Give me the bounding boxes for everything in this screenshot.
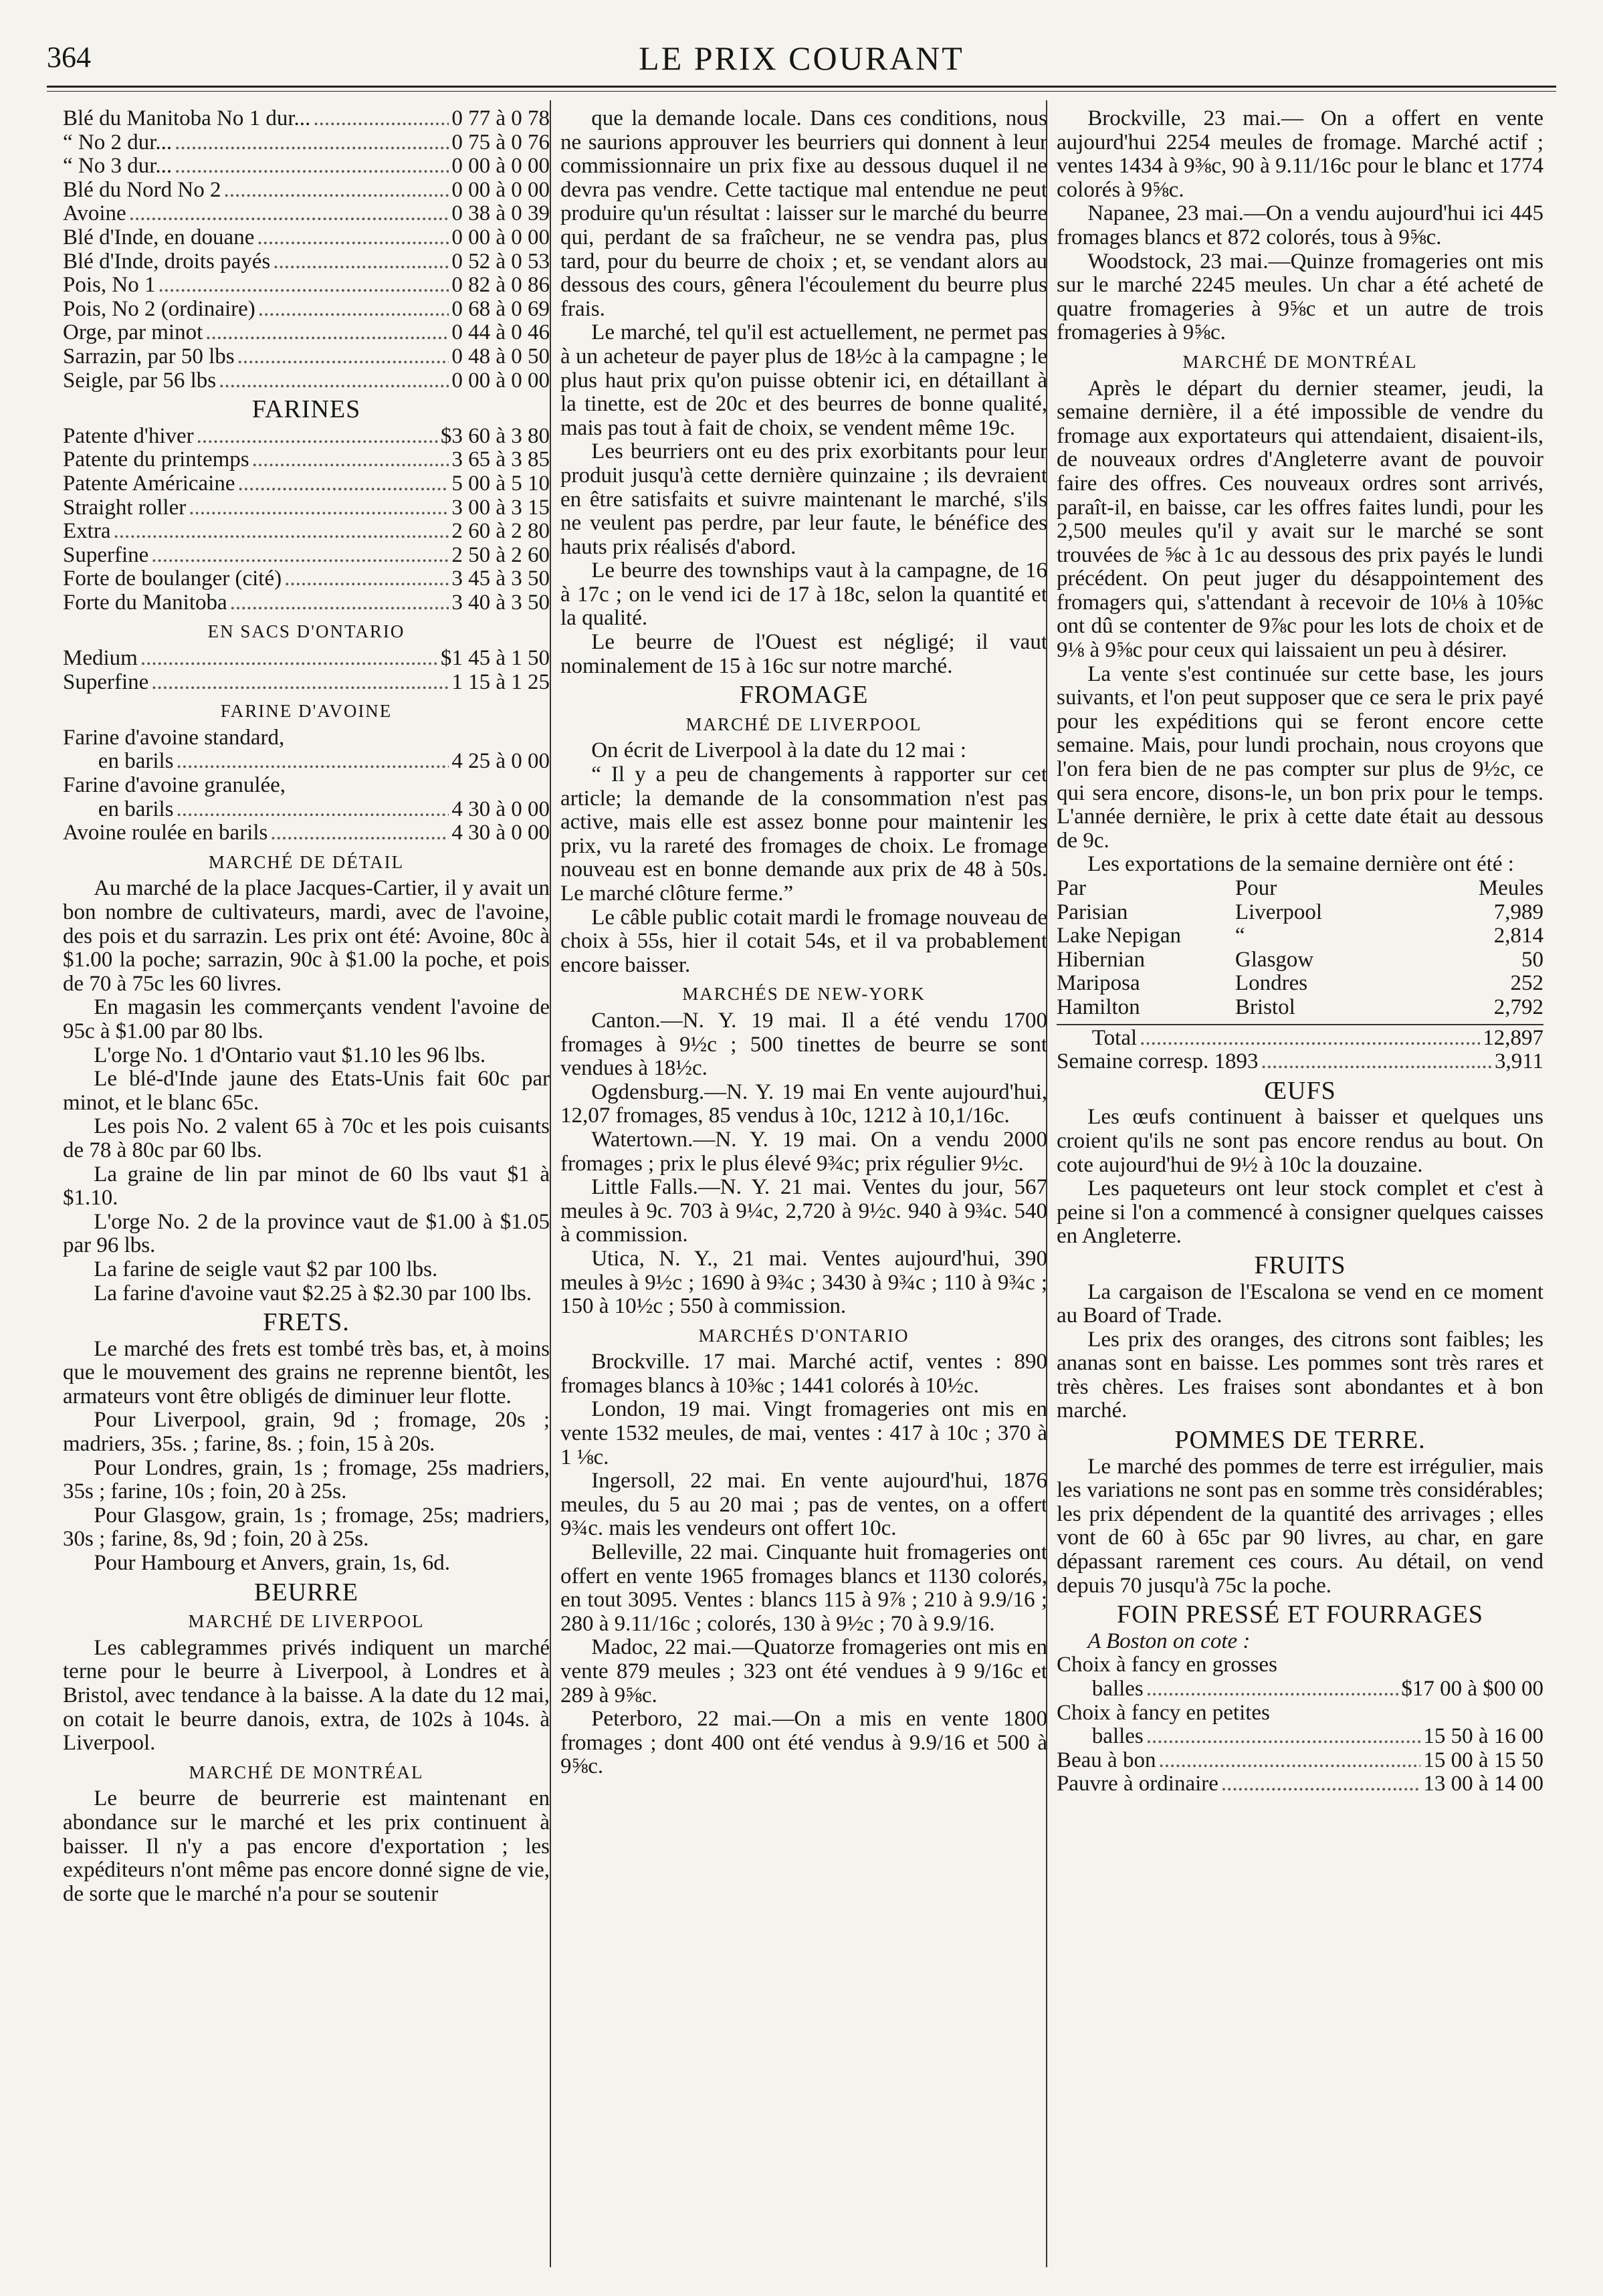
price-label: Avoine roulée en barils (63, 821, 268, 845)
price-row (63, 298, 550, 322)
price-label: Seigle, par 56 lbs (63, 368, 217, 393)
price-value: 3 40 à 3 50 (451, 590, 550, 615)
paragraph: Ogdensburg.—N. Y. 19 mai En vente aujourd'hui, 12,07 fromages, 85 vendus à 10c, 1212 à 10,1/16c. (560, 1079, 1047, 1128)
detail-text (63, 877, 550, 1306)
paragraph: Le câble public cotait mardi le fromage nouveau de choix à 55s, hier il cotait 54s, et il va probablement encore baisser. (560, 905, 1047, 977)
price-value: 0 00 à 0 00 (451, 368, 550, 393)
price-label: Superfine (63, 542, 149, 567)
column-header: Meules (1478, 876, 1543, 900)
foin-price-list-more (1057, 1749, 1543, 1796)
exports-row (1057, 996, 1543, 1020)
subsection-title: MARCHÉS DE NEW-YORK (682, 984, 926, 1005)
price-row (1057, 1772, 1543, 1796)
leader-dots (151, 671, 449, 695)
price-row (63, 544, 550, 568)
price-label: Patente Américaine (63, 471, 235, 496)
paragraph: En magasin les commerçants vendent l'avoine de 95c à $1.00 par 80 lbs. (63, 995, 550, 1043)
price-row (63, 520, 550, 544)
price-value: 0 44 à 0 46 (451, 320, 550, 345)
page-title: LE PRIX COURANT (639, 39, 964, 77)
leader-dots (205, 321, 449, 345)
foin-subtitle: A Boston on cote : (1087, 1629, 1251, 1653)
subsection-title: MARCHÉ DE MONTRÉAL (1182, 351, 1418, 372)
price-label-line: Choix à fancy en grosses (1057, 1653, 1277, 1677)
leader-dots (140, 647, 438, 671)
price-label: Superfine (63, 669, 149, 694)
exports-cell: 252 (1510, 971, 1543, 996)
price-value: 0 00 à 0 00 (451, 154, 550, 179)
price-row (1057, 1749, 1543, 1773)
section-title-oeufs: ŒUFS (1264, 1076, 1336, 1105)
price-label: en barils (98, 797, 174, 821)
leader-dots (1261, 1050, 1492, 1074)
liverpool-cheese-text (560, 739, 1047, 977)
exports-cell: Bristol (1235, 995, 1295, 1019)
price-label: “ No 2 dur... (63, 130, 173, 154)
paragraph: Le beurre de beurrerie est maintenant en abondance sur le marché et les prix continuent à baisser. Il n'y a pas encore d'exportation ; les expéditeurs n'ont même pas encore donné signe de vie, de sorte que le marché n'a pour se soutenir (63, 1786, 550, 1906)
exports-cell: Parisian (1057, 900, 1128, 924)
price-row (63, 345, 550, 369)
paragraph: “ Il y a peu de changements à rapporter sur cet article; la demande de la consommation n'est pas active, mais elle est assez bonne pour maintenir les prix, vu la rareté des fromages de choix. Le fromage nouveau est en bonne demande aux prix de 48 à 50s. Le marché clôture ferme.” (560, 762, 1047, 906)
price-label: Forte du Manitoba (63, 590, 227, 615)
price-row (1057, 1725, 1543, 1749)
price-row (63, 154, 550, 179)
new-york-markets-text (560, 1009, 1047, 1319)
price-value: 0 75 à 0 76 (451, 130, 550, 154)
paragraph: Les exportations de la semaine dernière ont été : (1087, 852, 1514, 877)
total-value: 12,897 (1483, 1025, 1543, 1050)
paragraph: Après le départ du dernier steamer, jeudi, la semaine dernière, il a été impossible de vendre du fromage aux exportateurs qui attendaient, disaient-ils, de nouveaux ordres d'Angleterre avant de pouvoir faire des offres. Ces nouveaux ordres sont arrivés, paraît-il, en baisse, car les offres faites lundi, pour les 2,500 meules qu'il y avait sur le marché se sont trouvées de ⅝c à 1c au dessous des prix payés le lundi précédent. On peut juger du désappointement des fromagers qui, s'attendant à recevoir de 10⅛ à 10⅝c ont dû se contenter de 9⅞c pour les lots de choix et de 9⅛ à 9⅝c pour ceux qui laissaient un peu à désirer. (1057, 376, 1543, 663)
section-title-avoine: FARINE D'AVOINE (220, 701, 393, 722)
paragraph: Ingersoll, 22 mai. En vente aujourd'hui, 1876 meules, du 5 au 20 mai ; pas de ventes, on a offert 9¾c. mais les vendeurs ont offert 10c. (560, 1469, 1047, 1541)
price-row (63, 472, 550, 496)
price-value: 15 50 à 16 00 (1423, 1724, 1543, 1749)
leader-dots (129, 202, 449, 226)
leader-dots (1146, 1725, 1421, 1749)
exports-cell: 2,792 (1493, 995, 1543, 1019)
column-divider (550, 100, 551, 2267)
header-rule (47, 86, 1556, 88)
column-2 (560, 107, 1047, 1779)
leader-dots (113, 520, 449, 544)
section-title-sacs: EN SACS D'ONTARIO (207, 621, 405, 642)
column-3 (1057, 107, 1543, 1796)
paragraph: On écrit de Liverpool à la date du 12 mai : (591, 738, 966, 763)
exports-row (1057, 924, 1543, 948)
paragraph: Au marché de la place Jacques-Cartier, il y avait un bon nombre de cultivateurs, mardi, avec de l'avoine, des pois et du sarrazin. Les prix ont été: Avoine, 80c à $1.00 la poche; sarrazin, 90c à $1.00 la poche, et pois de 70 à 75c les 60 livres. (63, 876, 550, 996)
price-value: $3 60 à 3 80 (440, 423, 550, 448)
price-row (1057, 1677, 1543, 1701)
leader-dots (175, 154, 449, 179)
subsection-title: MARCHÉ DE MONTRÉAL (189, 1762, 424, 1782)
paragraph: Belleville, 22 mai. Cinquante huit fromageries ont offert en vente 1965 fromages blancs et 1130 colorés, en tout 3095. Ventes : blancs 115 à 9⅞ ; 210 à 9.9/16 ; 280 à 9.11/16c ; colorés, 130 à 9½c ; 70 à 9.9/16. (560, 1540, 1047, 1636)
price-label-line: Farine d'avoine standard, (63, 725, 285, 750)
paragraph: Peterboro, 22 mai.—On a mis en vente 1800 fromages ; dont 400 ont été vendus à 9.9/16 et 500 à 9⅝c. (560, 1707, 1047, 1779)
price-row (63, 425, 550, 449)
price-value: 4 25 à 0 00 (451, 749, 550, 774)
total-label: Total (1091, 1025, 1138, 1050)
paragraph: La vente s'est continuée sur cette base, les jours suivants, et l'on peut supposer que ce sera le prix payé pour les expéditions qui se feront encore cette semaine. Mais, pour lundi prochain, nous croyons que l'on fera bien de ne pas compter sur plus de 9½c, ce qui sera encore, disons-le, un bon prix pour le temps. L'année dernière, le prix à cette date était au dessous de 9c. (1057, 661, 1543, 853)
price-label: Blé du Manitoba No 1 dur... (63, 106, 311, 130)
price-label: Blé d'Inde, en douane (63, 225, 255, 249)
price-row (63, 369, 550, 393)
beurre-continued-text (560, 107, 1047, 678)
leader-dots (313, 107, 449, 131)
price-value: 0 52 à 0 53 (451, 249, 550, 274)
price-row (63, 202, 550, 226)
price-label: Blé d'Inde, droits payés (63, 249, 271, 274)
foin-price-list (1057, 1653, 1543, 1748)
subsection-title: MARCHÉS D'ONTARIO (698, 1325, 910, 1346)
ontario-markets-continued (1057, 107, 1543, 345)
price-value: $1 45 à 1 50 (440, 646, 550, 671)
price-value: 0 82 à 0 86 (451, 273, 550, 298)
section-title-frets: FRETS. (263, 1308, 350, 1337)
leader-dots (177, 798, 449, 822)
column-header: Par (1057, 876, 1086, 900)
price-row (63, 647, 550, 671)
exports-cell: 2,814 (1493, 924, 1543, 948)
price-value: 0 68 à 0 69 (451, 296, 550, 321)
leader-dots (223, 179, 449, 203)
price-value: 5 00 à 5 10 (451, 471, 550, 496)
previous-value: 3,911 (1494, 1049, 1543, 1074)
leader-dots (270, 821, 449, 845)
fruits-text (1057, 1281, 1543, 1424)
price-row (63, 274, 550, 298)
section-title-fromage: FROMAGE (739, 681, 869, 710)
exports-previous-row (1057, 1050, 1543, 1074)
paragraph: Brockville, 23 mai.— On a offert en vente aujourd'hui 2254 meules de fromage. Marché actif ; ventes 1434 à 9⅜c, 90 à 9.11/16c pour le blanc et 1774 colorés à 9⅝c. (1057, 106, 1543, 202)
exports-cell: Londres (1235, 971, 1308, 996)
paragraph: Le beurre de l'Ouest est négligé; il vaut nominalement de 15 à 16c sur notre marché. (560, 630, 1047, 678)
price-label: balles (1091, 1724, 1144, 1749)
leader-dots (237, 345, 449, 369)
price-row (63, 321, 550, 345)
paragraph: Pour Hambourg et Anvers, grain, 1s, 6d. (94, 1551, 451, 1576)
price-label: Patente du printemps (63, 447, 249, 472)
paragraph: La farine de seigle vaut $2 par 100 lbs. (94, 1257, 438, 1281)
paragraph: Woodstock, 23 mai.—Quinze fromageries ont mis sur le marché 2245 meules. Un char a été acheté de quatre fromageries à 9⅝c et un autre de trois fromageries à 9⅝c. (1057, 249, 1543, 345)
paragraph: Le marché, tel qu'il est actuellement, ne permet pas à un acheteur de payer plus de 18½c à la campagne ; le plus haut prix qu'on puisse obtenir ici, en détaillant à la tinette, est de 20c et des beurres de bonne qualité, mais pas tout à fait de choix, se vendent même 19c. (560, 320, 1047, 440)
price-row (63, 798, 550, 822)
section-title-pommes: POMMES DE TERRE. (1174, 1426, 1426, 1455)
paragraph: Canton.—N. Y. 19 mai. Il a été vendu 1700 fromages à 9½c ; 500 tinettes de beurre se sont vendues à 18½c. (560, 1008, 1047, 1081)
price-value: 2 50 à 2 60 (451, 542, 550, 567)
paragraph: Napanee, 23 mai.—On a vendu aujourd'hui ici 445 fromages blancs et 872 colorés, tous à 9⅝c. (1057, 201, 1543, 249)
exports-cell: Hibernian (1057, 947, 1145, 972)
exports-total-row (1057, 1024, 1543, 1051)
exports-row (1057, 972, 1543, 996)
price-value: 3 45 à 3 50 (451, 566, 550, 591)
price-label: Pauvre à ordinaire (1057, 1772, 1218, 1796)
avoine-price-list (63, 726, 550, 821)
header-rule-thin (47, 91, 1556, 92)
paragraph: Pour Londres, grain, 1s ; fromage, 25s madriers, 35s ; farine, 10s ; foin, 20 à 25s. (63, 1455, 550, 1504)
price-label: Extra (63, 519, 111, 544)
montreal-cheese-text (1057, 377, 1543, 877)
price-label: Patente d'hiver (63, 423, 194, 448)
price-row (63, 448, 550, 472)
leader-dots (284, 567, 449, 591)
leader-dots (175, 131, 449, 155)
price-value: 0 48 à 0 50 (451, 344, 550, 369)
exports-cell: Hamilton (1057, 995, 1140, 1019)
exports-row (1057, 901, 1543, 925)
leader-dots (257, 226, 449, 250)
section-title-fruits: FRUITS (1254, 1251, 1346, 1279)
paragraph: Pour Glasgow, grain, 1s ; fromage, 25s; madriers, 30s ; farine, 8s, 9d ; foin, 20 à 25s. (63, 1503, 550, 1552)
paragraph: L'orge No. 1 d'Ontario vaut $1.10 les 96 lbs. (94, 1043, 486, 1067)
frets-text (63, 1338, 550, 1576)
price-value: 0 38 à 0 39 (451, 201, 550, 226)
previous-label: Semaine corresp. 1893 (1057, 1049, 1259, 1074)
paragraph: Madoc, 22 mai.—Quatorze fromageries ont mis en vente 879 meules ; 323 ont été vendues à 9 9/16c et 289 à 9⅝c. (560, 1635, 1047, 1707)
price-row (63, 496, 550, 520)
section-title-detail: MARCHÉ DE DÉTAIL (208, 851, 405, 872)
leader-dots (158, 274, 449, 298)
oeufs-text (1057, 1106, 1543, 1249)
leader-dots (1146, 1677, 1399, 1701)
exports-cell: Liverpool (1235, 900, 1323, 924)
price-value: 15 00 à 15 50 (1423, 1748, 1543, 1772)
price-value: 3 00 à 3 15 (451, 495, 550, 520)
paragraph: Pour Liverpool, grain, 9d ; fromage, 20s ; madriers, 35s. ; farine, 8s. ; foin, 15 à 20s. (63, 1408, 550, 1457)
paragraph: Le marché des frets est tombé très bas, et, à moins que le mouvement des grains ne reprenne bientôt, les armateurs vont être obligés de diminuer leur flotte. (63, 1336, 550, 1408)
leader-dots (237, 472, 449, 496)
leader-dots (189, 496, 449, 520)
section-title-farines: FARINES (251, 395, 361, 424)
price-label: Pois, No 1 (63, 273, 156, 298)
paragraph: Les paqueteurs ont leur stock complet et c'est à peine si l'on a commencé à consigner quelques caisses en Angleterre. (1057, 1176, 1543, 1249)
price-value: 0 77 à 0 78 (451, 106, 550, 130)
price-label-line: Choix à fancy en petites (1057, 1700, 1270, 1725)
paragraph: Les prix des oranges, des citrons sont faibles; les ananas sont en baisse. Les pommes sont très rares et très chères. Les fraises sont abondantes et à bon marché. (1057, 1327, 1543, 1423)
paragraph: Little Falls.—N. Y. 21 mai. Ventes du jour, 567 meules à 9c. 703 à 9¼c, 2,720 à 9½c. 940 à 9¾c. 540 à commission. (560, 1175, 1047, 1247)
column-header: Pour (1235, 876, 1277, 900)
exports-cell: Lake Nepigan (1057, 924, 1181, 948)
page-header (47, 33, 1556, 80)
exports-cell: 7,989 (1493, 900, 1543, 924)
paragraph: Les œufs continuent à baisser et quelques uns croient qu'ils ne sont pas encore rendus au bout. On cote aujourd'hui de 9½ à 10c la douzaine. (1057, 1105, 1543, 1177)
price-value: $17 00 à $00 00 (1401, 1677, 1543, 1701)
column-1 (63, 107, 550, 1906)
paragraph: Le marché des pommes de terre est irrégulier, mais les variations ne sont pas en somme très considérables; les prix dépendent de la quantité des arrivages ; elles vont de 60 à 65c par 90 livres, au char, en gare dépassant rarement ces cours. Au détail, on vend depuis 70 jusqu'à 75c la poche. (1057, 1454, 1543, 1598)
price-value: 3 65 à 3 85 (451, 447, 550, 472)
section-title-foin: FOIN PRESSÉ ET FOURRAGES (1116, 1600, 1484, 1629)
paragraph: Les pois No. 2 valent 65 à 70c et les pois cuisants de 78 à 80c par 60 lbs. (63, 1114, 550, 1162)
price-row (63, 179, 550, 203)
paragraph: La farine d'avoine vaut $2.25 à $2.30 par 100 lbs. (94, 1281, 532, 1306)
exports-table (1057, 901, 1543, 1020)
price-label: “ No 3 dur... (63, 154, 173, 179)
leader-dots (1221, 1772, 1420, 1796)
price-row (63, 591, 550, 615)
paragraph: Utica, N. Y., 21 mai. Ventes aujourd'hui, 390 meules à 9½c ; 1690 à 9¾c ; 3430 à 9¾c ; 110 à 9¾c ; 150 à 10½c ; 550 à commission. (560, 1246, 1047, 1319)
ontario-markets-text (560, 1350, 1047, 1779)
leader-dots (1158, 1749, 1420, 1773)
paragraph: La graine de lin par minot de 60 lbs vaut $1 à $1.10. (63, 1162, 550, 1211)
price-label: Avoine (63, 201, 126, 226)
price-label: en barils (98, 749, 174, 774)
paragraph: Les cablegrammes privés indiquent un marché terne pour le beurre à Liverpool, à Londres et à Bristol, avec tendance à la baisse. A la date du 12 mai, on cotait le beurre danois, extra, de 102s à 104s. à Liverpool. (63, 1635, 550, 1756)
price-row (63, 821, 550, 845)
subsection-title: MARCHÉ DE LIVERPOOL (685, 714, 922, 734)
price-row (63, 226, 550, 250)
price-label: Medium (63, 646, 138, 671)
price-label: Beau à bon (1057, 1748, 1156, 1772)
leader-dots (258, 298, 449, 322)
paragraph: Les beurriers ont eu des prix exorbitants pour leur produit jusqu'à cette dernière quinzaine ; ils devraient en être satisfaits et suivre maintenant le marché, s'ils ne veulent pas perdre, par leur faute, le bénéfice des hauts prix réalisés d'abord. (560, 439, 1047, 559)
leader-dots (151, 544, 449, 568)
sacs-price-list (63, 647, 550, 694)
price-value: 0 00 à 0 00 (451, 225, 550, 249)
paragraph: que la demande locale. Dans ces conditions, nous ne saurions approuver les beurriers qui donnent à leur commissionnaire un prix fixe au dessous duquel il ne devra pas vendre. Cette tactique mal entendue ne peut produire qu'un résultat : laisser sur le marché du beurre qui, perdant de sa fraîcheur, ne se vendra pas, plus tard, pour du beurre de choix ; et, se vendant alors au dessous des cours, gênera l'écoulement du beurre plus frais. (560, 106, 1047, 321)
leader-dots (273, 250, 449, 274)
subsection-title: MARCHÉ DE LIVERPOOL (188, 1611, 425, 1632)
price-label: Orge, par minot (63, 320, 203, 345)
price-label: Sarrazin, par 50 lbs (63, 344, 235, 369)
price-label: Pois, No 2 (ordinaire) (63, 296, 255, 321)
leader-dots (197, 425, 438, 449)
price-row (63, 131, 550, 155)
price-row (63, 107, 550, 131)
paragraph: L'orge No. 2 de la province vaut de $1.00 à $1.05 par 96 lbs. (63, 1209, 550, 1258)
leader-dots (219, 369, 449, 393)
price-row (63, 750, 550, 774)
farines-price-list (63, 425, 550, 615)
exports-table-header (1057, 877, 1543, 901)
section-title-beurre: BEURRE (254, 1578, 358, 1606)
price-value: 1 15 à 1 25 (451, 669, 550, 694)
price-label: balles (1091, 1677, 1144, 1701)
grain-price-list (63, 107, 550, 393)
price-label-line: Farine d'avoine granulée, (63, 773, 286, 798)
exports-cell: “ (1235, 924, 1245, 948)
exports-row (1057, 948, 1543, 972)
price-value: 13 00 à 14 00 (1423, 1772, 1543, 1796)
price-row (63, 671, 550, 695)
leader-dots (252, 448, 449, 472)
exports-cell: Mariposa (1057, 971, 1140, 996)
exports-cell: 50 (1521, 947, 1543, 972)
paragraph: Le blé-d'Inde jaune des Etats-Unis fait 60c par minot, et le blanc 65c. (63, 1067, 550, 1115)
price-row (63, 250, 550, 274)
price-label: Forte de boulanger (cité) (63, 566, 282, 591)
exports-cell: Glasgow (1235, 947, 1314, 972)
price-label: Blé du Nord No 2 (63, 177, 221, 202)
price-row (63, 567, 550, 591)
paragraph: Watertown.—N. Y. 19 mai. On a vendu 2000 fromages ; prix le plus élevé 9¾c; prix régulier 9½c. (560, 1127, 1047, 1176)
paragraph: Le beurre des townships vaut à la campagne, de 16 à 17c ; on le vend ici de 17 à 18c, selon la quantité et la qualité. (560, 558, 1047, 631)
paragraph: Brockville. 17 mai. Marché actif, ventes : 890 fromages blancs à 10⅜c ; 1441 colorés à 10½c. (560, 1350, 1047, 1398)
price-value: 2 60 à 2 80 (451, 519, 550, 544)
price-label: Straight roller (63, 495, 187, 520)
leader-dots (230, 591, 449, 615)
price-value: 4 30 à 0 00 (451, 797, 550, 821)
paragraph: La cargaison de l'Escalona se vend en ce moment au Board of Trade. (1057, 1279, 1543, 1328)
price-value: 0 00 à 0 00 (451, 177, 550, 202)
paragraph: London, 19 mai. Vingt fromageries ont mis en vente 1532 meules, de mai, ventes : 417 à 10c ; 370 à 1 ⅛c. (560, 1397, 1047, 1469)
page-number: 364 (47, 41, 91, 74)
price-value: 4 30 à 0 00 (451, 821, 550, 845)
leader-dots (1140, 1027, 1480, 1051)
leader-dots (177, 750, 449, 774)
